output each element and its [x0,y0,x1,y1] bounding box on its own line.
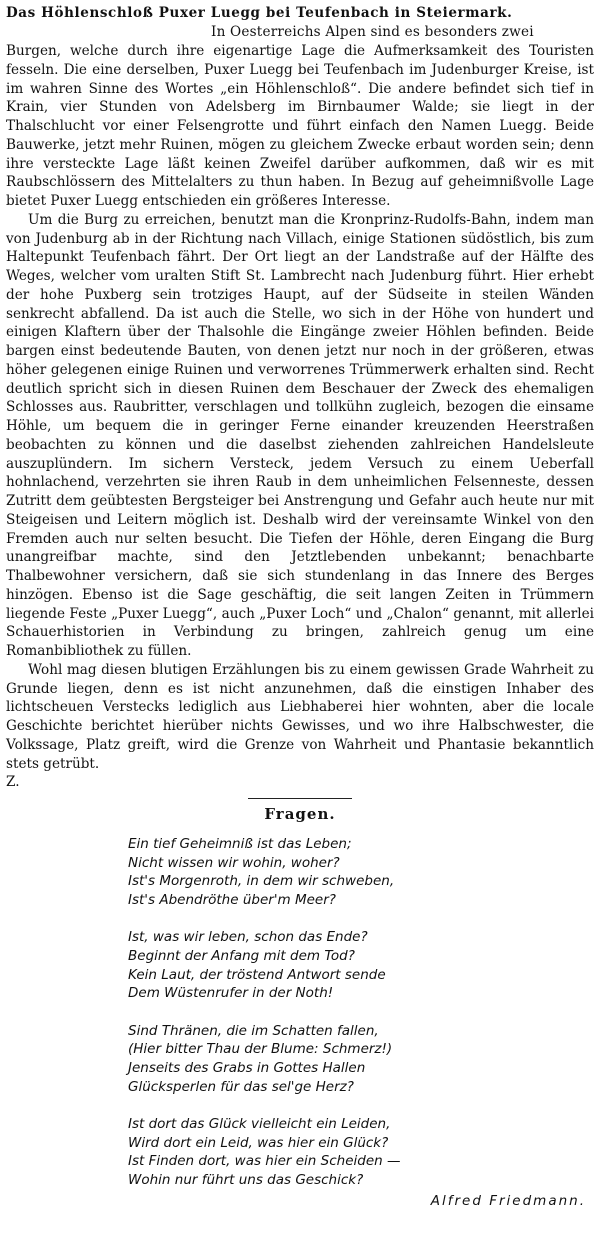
poem-line: Ist's Morgenroth, in dem wir schweben, [128,873,395,890]
article-title: Das Höhlenschloß Puxer Luegg bei Teufenbach in Steiermark. [6,5,513,21]
poem-line: Beginnt der Anfang mit dem Tod? [128,947,355,964]
article-paragraph-2: Um die Burg zu erreichen, benutzt man die Kronprinz-Rudolfs-Bahn, indem man von Judenburg ab in der Richtung nach Villach, einige Stationen südöstlich, bis zum Haltepunkt Teufenbach fährt. Der Ort liegt an der Landstraße auf der Hälfte des Weges, welcher vom uralten Stift St. Lambrecht nach Judenburg führt. Hier erhebt der hohe Puxberg sein trotziges Haupt, auf der Südseite in steilen Wänden senkrecht abfallend. Da ist auch die Stelle, wo sich in der Höhe von hundert und einigen Klaftern über der Thalsohle die Eingänge zweier Höhlen befinden. Beide bargen einst bedeutende Bauten, von denen jetzt nur noch in der größeren, etwas höher gelegenen einige Ruinen und verworrenes Trümmerwerk erhalten sind. Recht deutlich spricht sich in diesen Ruinen dem Beschauer der Zweck des ehemaligen Schlosses aus. Raubritter, verschlagen und tollkühn zugleich, bezogen die einsame Höhle, um bequem die in geringer Ferne einander kreuzenden Heerstraßen beobachten zu können und die daselbst ziehenden zahlreichen Handelsleute auszuplündern. Im sichern Versteck, jedem Versuch zu einem Ueberfall hohnlachend, verzehrten sie ihren Raub in dem unheimlichen Felsenneste, dessen Zutritt dem geübtesten Bergsteiger bei Anstrengung und Gefahr auch heute nur mit Steigeisen und Leitern möglich ist. Deshalb wird der vereinsamte Winkel von den Fremden auch nur selten besucht. Die Tiefen der Höhle, deren Eingang die Burg unangreifbar machte, sind den Jetztlebenden unbekannt; benachbarte Thalbewohner versichern, daß sie sich stundenlang in das Innere des Berges hinzögen. Ebenso ist die Sage geschäftig, die seit langen Zeiten in Trümmern liegende Feste „Puxer Luegg“, auch „Puxer Loch“ und „Chalon“ genannt, mit allerlei Schauerhistorien in Verbindung zu bringen, zahlreich genug um eine Romanbibliothek zu füllen. [6,211,594,659]
article-lead-line [6,23,594,42]
section-divider [248,798,352,799]
poem-stanza [128,835,594,909]
poem-line: Wohin nur führt uns das Geschick? [128,1171,364,1188]
poem-line: Wird dort ein Leid, was hier ein Glück? [128,1134,389,1151]
poem-line: Ist dort das Glück vielleicht ein Leiden, [128,1116,391,1133]
poem-line: Dem Wüstenrufer in der Noth! [128,985,334,1002]
poem-line: Ist, was wir leben, schon das Ende? [128,929,368,946]
article-lead: In Oesterreichs Alpen sind es besonders zwei [211,24,534,40]
poem-title: Fragen. [264,805,336,823]
poem-stanza [128,1115,594,1189]
article-paragraph-3: Wohl mag diesen blutigen Erzählungen bis zu einem gewissen Grade Wahrheit zu Grunde liegen, denn es ist nicht anzunehmen, daß die einstigen Inhaber des lichtscheuen Verstecks lediglich aus Liebhaberei hier wohnten, aber die locale Geschichte berichtet hierüber nichts Gewisses, und wo ihre Halbschwester, die Volkssage, Platz greift, wird die Grenze von Wahrheit und Phantasie bekanntlich stets getrübt. [6,661,594,772]
poem [6,803,594,1209]
poem-stanza [128,928,594,1002]
poem-author: Alfred Friedmann. [430,1192,586,1209]
article-paragraph-1: Burgen, welche durch ihre eigenartige Lage die Aufmerksamkeit des Touristen fesseln. Die eine derselben, Puxer Luegg bei Teufenbach im Judenburger Kreise, ist im wahren Sinne des Wortes „ein Höhlenschloß“. Die andere befindet sich tief in Krain, vier Stunden von Adelsberg im Birnbaumer Walde; sie liegt in der Thalschlucht vor einer Felsengrotte und führt einfach den Namen Luegg. Beide Bauwerke, jetzt mehr Ruinen, mögen zu gleichem Zwecke erbaut worden sein; denn ihre versteckte Lage läßt keinen Zweifel darüber aufkommen, daß wir es mit Raubschlössern des Mittelalters zu thun haben. In Bezug auf geheimnißvolle Lage bietet Puxer Luegg entschieden ein größeres Interesse. [6,43,594,209]
poem-line: Ein tief Geheimniß ist das Leben; [128,836,352,852]
article-signature: Z. [6,774,20,791]
poem-line: Nicht wissen wir wohin, woher? [128,854,340,871]
poem-body [6,835,594,1190]
poem-line: Ist Finden dort, was hier ein Scheiden — [128,1153,401,1170]
poem-line: Sind Thränen, die im Schatten fallen, [128,1022,379,1039]
poem-line: Ist's Abendröthe über'm Meer? [128,891,336,908]
poem-line: (Hier bitter Thau der Blume: Schmerz!) [128,1041,393,1058]
article-title-line [6,4,594,23]
poem-stanza [128,1022,594,1096]
article [6,4,594,792]
poem-line: Glücksperlen für das sel'ge Herz? [128,1078,354,1095]
poem-line: Kein Laut, der tröstend Antwort sende [128,966,386,983]
poem-line: Jenseits des Grabs in Gottes Hallen [128,1059,366,1076]
